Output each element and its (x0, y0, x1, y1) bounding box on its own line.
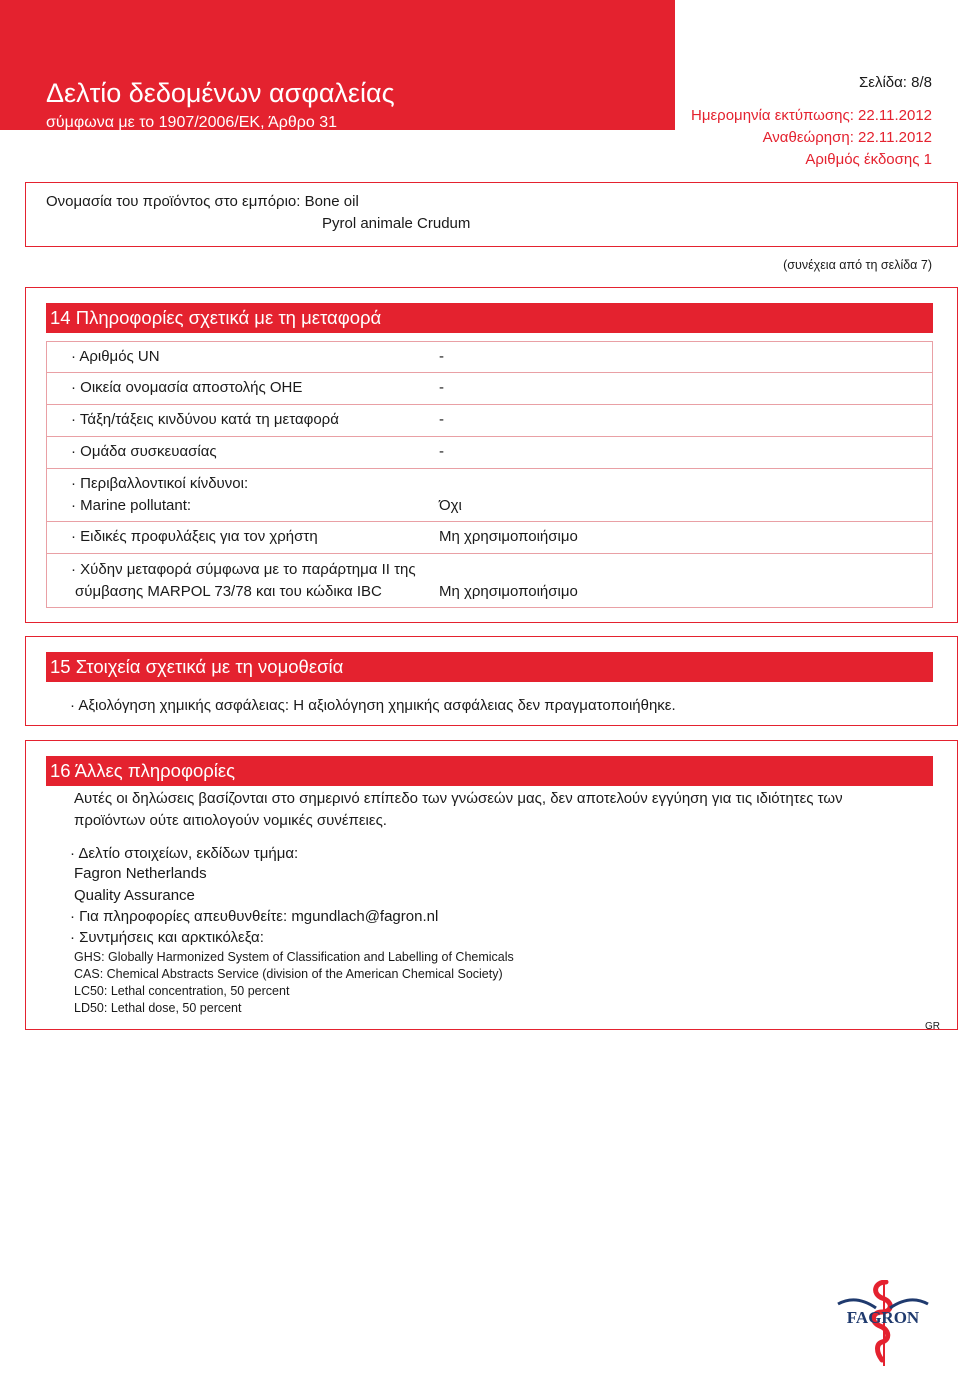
product-box (25, 182, 958, 247)
bulk-transport-value: Μη χρησιμοποιήσιμο (439, 583, 578, 600)
chemical-safety-assessment (70, 697, 676, 714)
transport-row (46, 405, 933, 437)
transport-row (46, 373, 933, 405)
shipping-name-value: - (439, 379, 444, 396)
product-name-2: Pyrol animale Crudum (322, 215, 471, 232)
contact-info (70, 908, 438, 925)
continued-note: (συνέχεια από τη σελίδα 7) (783, 258, 932, 272)
country-code: GR (925, 1021, 940, 1032)
packing-group-value: - (439, 443, 444, 460)
packing-group-label: · Ομάδα συσκευασίας (71, 443, 217, 460)
marine-pollutant-value: Όχι (439, 497, 462, 514)
version-number: Αριθμός έκδοσης 1 (805, 151, 932, 168)
assessment-label: · Αξιολόγηση χημικής ασφάλειας: (70, 697, 290, 714)
fagron-logo (836, 1280, 930, 1366)
abbreviation-item: LD50: Lethal dose, 50 percent (74, 1001, 242, 1015)
user-precautions-value: Μη χρησιμοποιήσιμο (439, 528, 578, 545)
transport-row (46, 522, 933, 554)
issuing-dept-label: · Δελτίο στοιχείων, εκδίδων τμήμα: (70, 845, 299, 862)
svg-text:FAGRON: FAGRON (846, 1308, 920, 1327)
transport-row (46, 554, 933, 608)
transport-row (46, 469, 933, 522)
product-name-label: Ονομασία του προϊόντος στο εμπόριο: Bone oil (46, 193, 359, 210)
bulk-transport-label-1: · Χύδην μεταφορά σύμφωνα με το παράρτημα II της (71, 561, 416, 578)
document-title: Δελτίο δεδομένων ασφαλείας (46, 78, 395, 108)
abbreviation-item: GHS: Globally Harmonized System of Classification and Labelling of Chemicals (74, 950, 514, 964)
user-precautions-label: · Ειδικές προφυλάξεις για τον χρήστη (71, 528, 318, 545)
un-number-label: · Αριθμός UN (71, 348, 160, 365)
contact-email[interactable]: mgundlach@fagron.nl (291, 908, 439, 925)
assessment-value: Η αξιολόγηση χημικής ασφάλειας δεν πραγματοποιήθηκε. (293, 697, 676, 714)
contact-label: · Για πληροφορίες απευθυνθείτε: (70, 908, 288, 925)
disclaimer-line-2: προϊόντων ούτε αιτιολογούν νομικές συνέπειες. (74, 812, 387, 829)
bulk-transport-label-2: σύμβασης MARPOL 73/78 και του κώδικα IBC (75, 583, 382, 600)
revision-date: Αναθεώρηση: 22.11.2012 (762, 129, 932, 146)
issuing-dept-line-1: Fagron Netherlands (74, 865, 207, 882)
disclaimer-line-1: Αυτές οι δηλώσεις βασίζονται στο σημερινό επίπεδο των γνώσεών μας, δεν αποτελούν εγγύηση για τις ιδιότητες των (74, 790, 843, 807)
shipping-name-label: · Οικεία ονομασία αποστολής ΟΗΕ (71, 379, 303, 396)
header-band (0, 0, 675, 130)
hazard-class-label: · Τάξη/τάξεις κινδύνου κατά τη μεταφορά (71, 411, 339, 428)
marine-pollutant-label: · Marine pollutant: (71, 497, 192, 514)
abbreviation-item: LC50: Lethal concentration, 50 percent (74, 984, 290, 998)
hazard-class-value: - (439, 411, 444, 428)
abbreviation-item: CAS: Chemical Abstracts Service (division of the American Chemical Society) (74, 967, 503, 981)
section-16-title: 16 Άλλες πληροφορίες (46, 756, 933, 786)
document-subtitle: σύμφωνα με το 1907/2006/ΕΚ, Άρθρο 31 (46, 114, 337, 131)
print-date: Ημερομηνία εκτύπωσης: 22.11.2012 (691, 107, 932, 124)
section-14-title: 14 Πληροφορίες σχετικά με τη μεταφορά (46, 303, 933, 333)
section-15-title: 15 Στοιχεία σχετικά με τη νομοθεσία (46, 652, 933, 682)
issuing-dept-line-2: Quality Assurance (74, 887, 195, 904)
un-number-value: - (439, 348, 444, 365)
transport-row (46, 437, 933, 469)
page-number: Σελίδα: 8/8 (858, 74, 932, 91)
environmental-hazards-label: · Περιβαλλοντικοί κίνδυνοι: (71, 475, 249, 492)
transport-row (46, 341, 933, 373)
abbreviations-label: · Συντμήσεις και αρκτικόλεξα: (70, 929, 264, 946)
fagron-logo-icon (836, 1280, 930, 1366)
